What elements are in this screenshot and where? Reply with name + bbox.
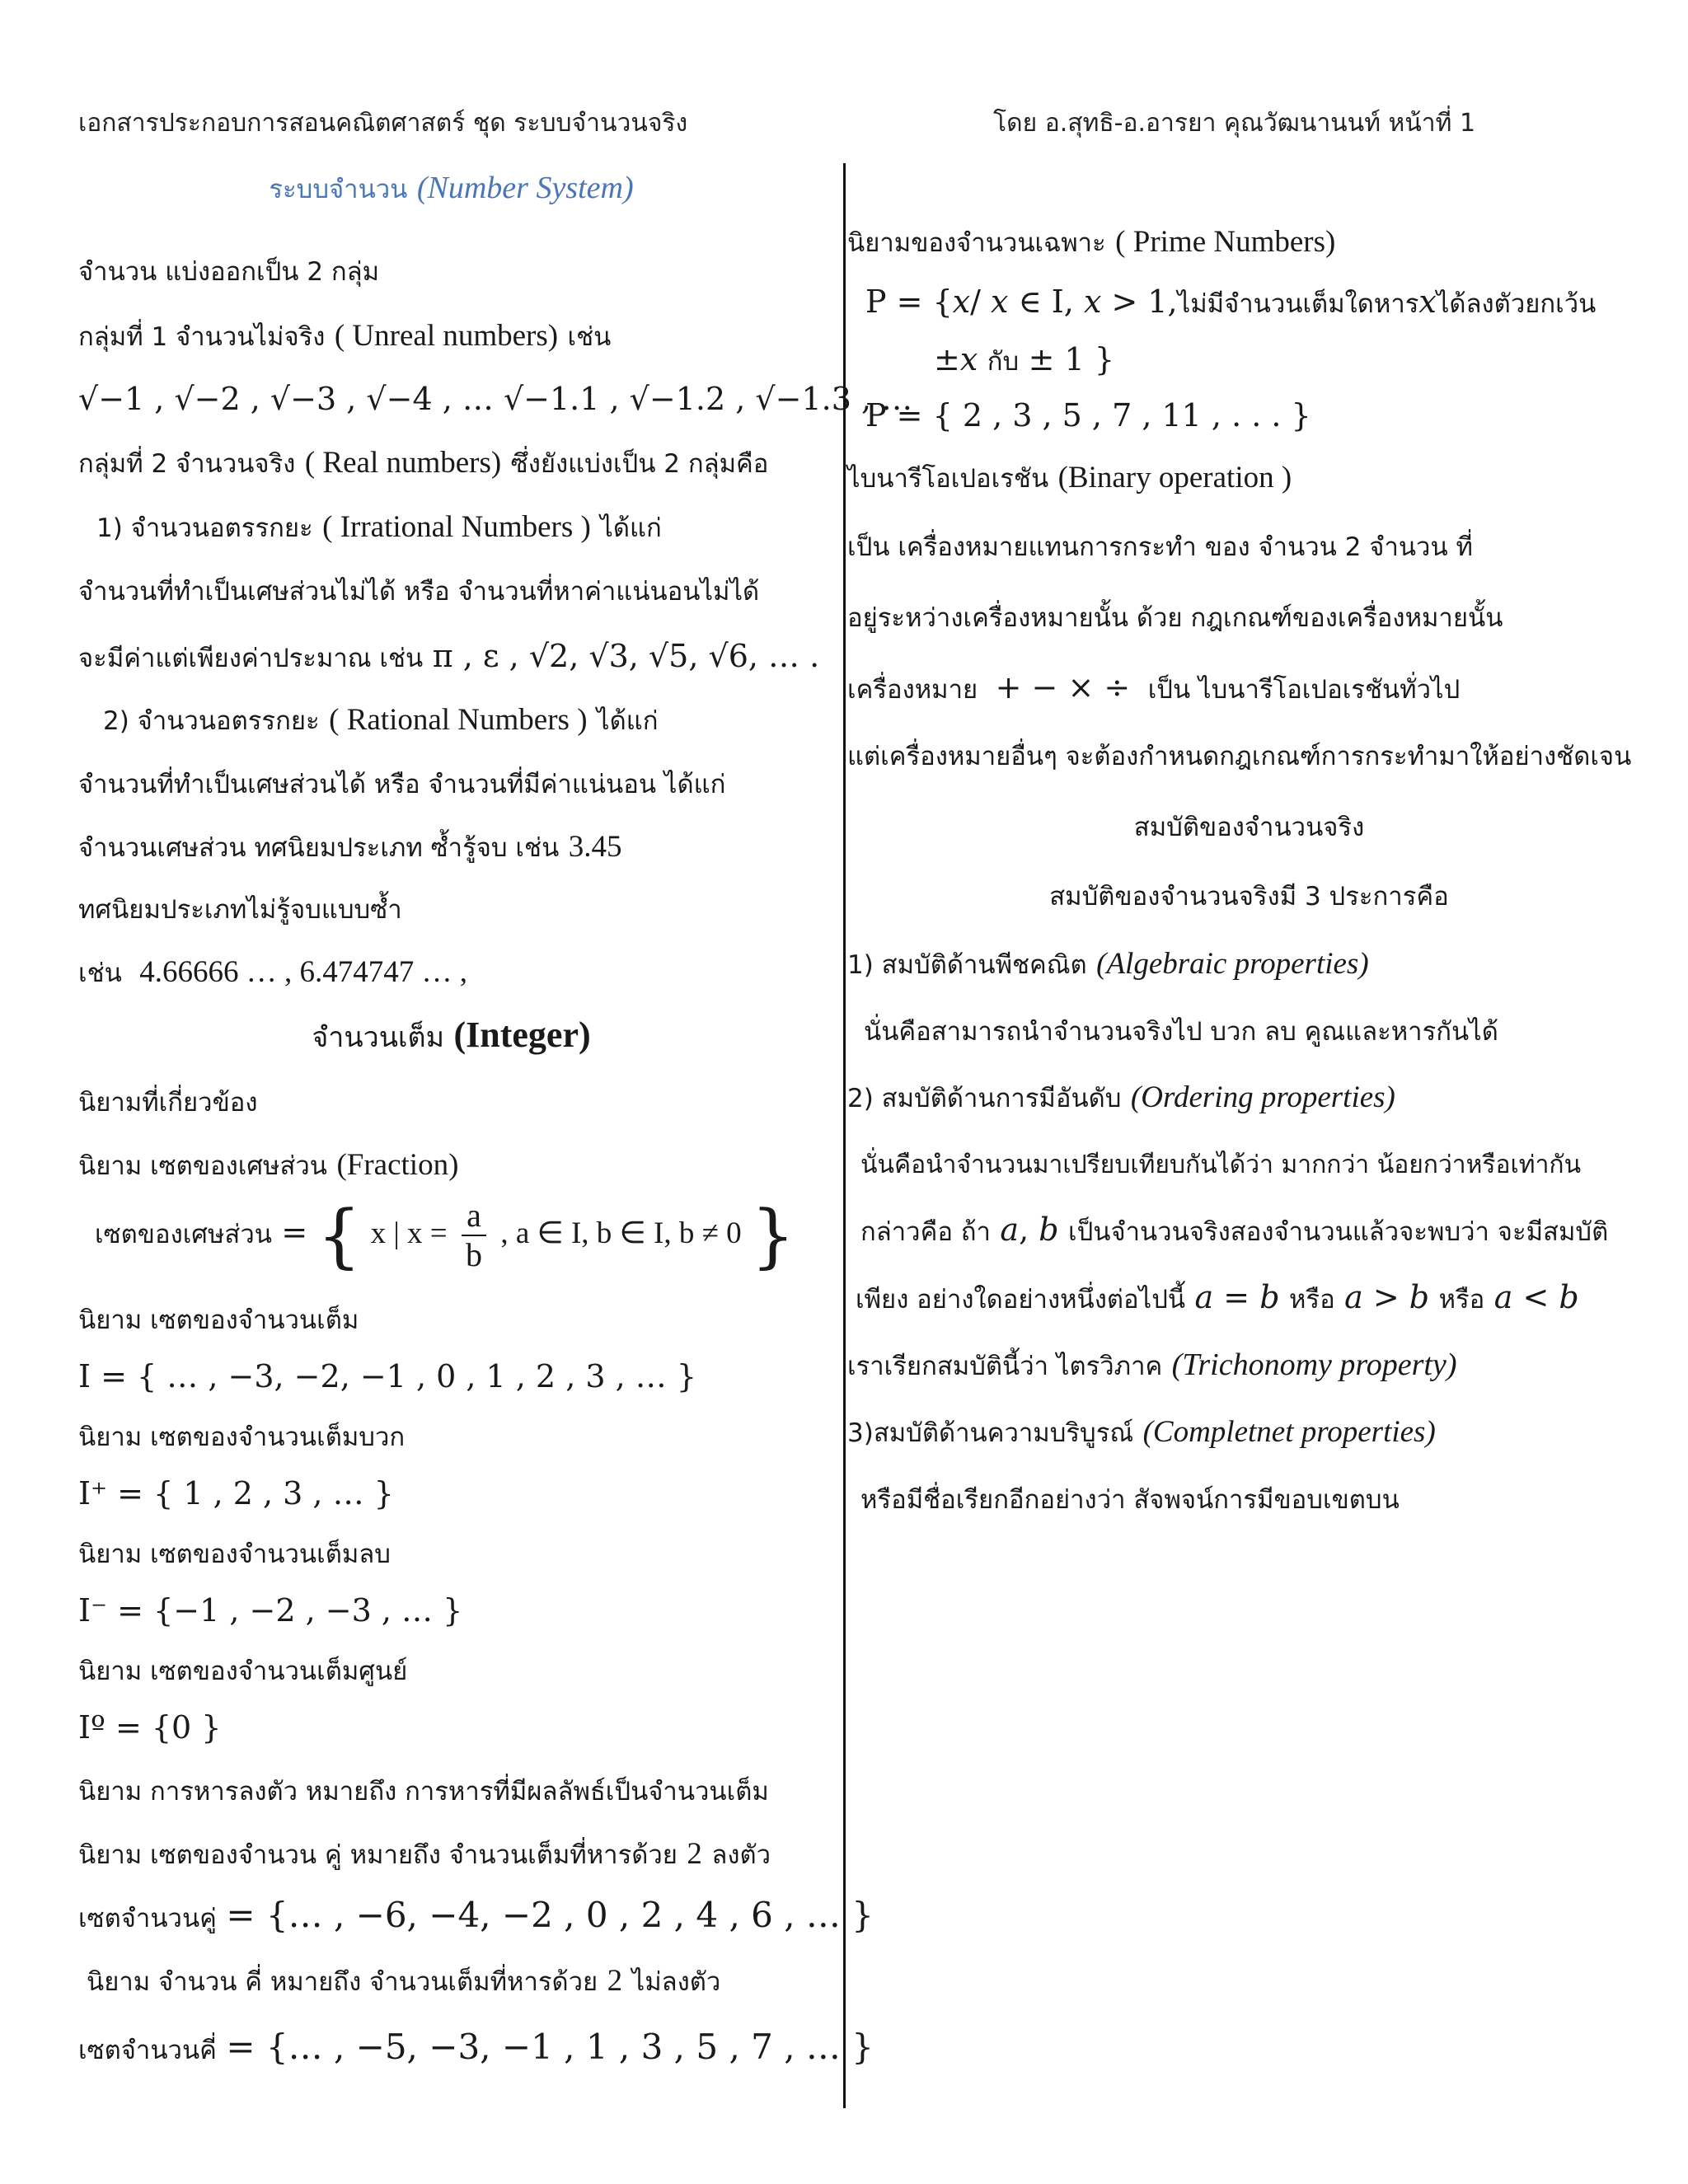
unreal-numbers-line — [78, 318, 611, 355]
even-set — [78, 1897, 874, 1937]
irrational-examples — [78, 638, 819, 677]
fraction-examples — [78, 829, 621, 866]
text: ไม่มีจำนวนเต็มใดหาร — [1177, 289, 1419, 319]
text-en: 3.45 — [568, 830, 622, 864]
trichotomy-setup — [860, 1212, 1608, 1250]
text: นิยามของจำนวนเฉพาะ — [847, 228, 1106, 258]
text: เซตจำนวนคี่ — [78, 2036, 217, 2065]
fraction-definition — [78, 1147, 458, 1184]
text: ไม่ลงตัว — [631, 1967, 721, 1997]
text: กลุ่มที่ 1 จำนวนไม่จริง — [78, 322, 326, 352]
text-line: นิยาม เซตของจำนวนเต็ม — [78, 1305, 359, 1335]
text-en: ( Prime Numbers) — [1115, 225, 1336, 259]
text: ได้แก่ — [600, 513, 662, 543]
irrational-line — [96, 509, 662, 546]
fraction-set-formula — [95, 1187, 795, 1281]
text: เป็นจำนวนจริงสองจำนวนแล้วจะพบว่า จะมีสมบัติ — [1068, 1217, 1609, 1247]
text: กลุ่มที่ 2 จำนวนจริง — [78, 449, 296, 479]
text: ซึ่งยังแบ่งเป็น 2 กลุ่มคือ — [510, 449, 769, 479]
math: ±𝑥 — [934, 341, 978, 377]
text: 1) สมบัติด้านพีชคณิต — [847, 950, 1087, 980]
algebraic-properties — [847, 946, 1369, 983]
text-en: (Algebraic properties) — [1096, 947, 1369, 981]
text-line: นั่นคือสามารถนำจำนวนจริงไป บวก ลบ คูณและหารกันได้ — [864, 1017, 1498, 1047]
text: เช่น — [567, 322, 612, 352]
text-line: นิยาม เซตของจำนวนเต็มศูนย์ — [78, 1657, 408, 1686]
text-en: (Trichonomy property) — [1171, 1347, 1457, 1382]
positive-integer-set: I⁺ = { 1 , 2 , 3 , … } — [78, 1475, 394, 1511]
text: จะมีค่าแต่เพียงค่าประมาณ เช่น — [78, 644, 424, 673]
math: 𝑎 < 𝑏 — [1493, 1279, 1579, 1315]
text: เครื่องหมาย — [847, 675, 978, 705]
left-brace: { — [316, 1195, 362, 1276]
text: ลงตัว — [711, 1840, 771, 1870]
integer-set: I = { … , −3, −2, −1 , 0 , 1 , 2 , 3 , … } — [78, 1358, 697, 1394]
text-line: จำนวนที่ทำเป็นเศษส่วนไม่ได้ หรือ จำนวนที่หาค่าแน่นอนไม่ได้ — [78, 577, 760, 607]
trichotomy-cases — [856, 1279, 1579, 1318]
math: 𝑥 — [1418, 284, 1437, 320]
text: เราเรียกสมบัตินี้ว่า ไตรวิภาค — [847, 1352, 1163, 1381]
text-line: หรือมีชื่อเรียกอีกอย่างว่า สัจพจน์การมีขอบเขตบน — [860, 1485, 1400, 1515]
text-line: นั่นคือนำจำนวนมาเปรียบเทียบกันได้ว่า มากกว่า น้อยกว่าหรือเท่ากัน — [860, 1151, 1582, 1179]
unreal-examples: √−1 , √−2 , √−3 , √−4 , … √−1.1 , √−1.2 , √−1.3 , … — [78, 381, 913, 417]
text: เช่น — [78, 958, 122, 988]
text-line: จำนวนที่ทำเป็นเศษส่วนได้ หรือ จำนวนที่มีค่าแน่นอน ได้แก่ — [78, 770, 726, 799]
title-en: (Number System) — [416, 171, 634, 205]
binary-operation-title — [847, 460, 1292, 497]
text-en: (Binary operation ) — [1057, 461, 1292, 494]
text-line: นิยามที่เกี่ยวข้อง — [78, 1088, 258, 1118]
denominator: b — [465, 1236, 482, 1273]
text: เพียง อย่างใดอย่างหนึ่งต่อไปนี้ — [856, 1285, 1186, 1315]
negative-integer-set: I⁻ = {−1 , −2 , −3 , … } — [78, 1592, 463, 1629]
equals: = — [281, 1214, 308, 1250]
formula-x: x | x = — [370, 1216, 448, 1250]
real-properties-count: สมบัติของจำนวนจริงมี 3 ประการคือ — [1049, 882, 1449, 912]
text-line: ทศนิยมประเภทไม่รู้จบแบบซ้ำ — [78, 895, 402, 925]
text-line: จำนวน แบ่งออกเป็น 2 กลุ่ม — [78, 257, 380, 287]
text: นิยาม เซตของเศษส่วน — [78, 1151, 327, 1181]
text-line: แต่เครื่องหมายอื่นๆ จะต้องกำหนดกฎเกณฑ์การกระทำมาให้อย่างชัดเจน — [847, 742, 1632, 771]
text: กับ — [987, 347, 1020, 377]
text: หรือ — [1438, 1285, 1485, 1315]
real-numbers-line — [78, 445, 768, 482]
odd-definition — [87, 1963, 720, 2000]
prime-set: P = { 2 , 3 , 5 , 7 , 11 , . . . } — [865, 397, 1311, 434]
title-th: จำนวนเต็ม — [312, 1021, 445, 1054]
text: นิยาม จำนวน คี่ หมายถึง จำนวนเต็มที่หารด้วย — [87, 1967, 598, 1997]
right-brace: } — [751, 1195, 795, 1276]
text-en: (Completnet properties) — [1142, 1415, 1436, 1449]
math: = {… , −5, −3, −1 , 1 , 3 , 5 , 7 , … } — [226, 2027, 874, 2067]
text: 1) จำนวนอตรรกยะ — [96, 513, 313, 543]
prime-set-rule — [865, 284, 1596, 322]
text-en: ( Real numbers) — [304, 446, 502, 480]
text-line: เป็น เครื่องหมายแทนการกระทำ ของ จำนวน 2 จำนวน ที่ — [847, 532, 1473, 562]
even-definition — [78, 1836, 771, 1873]
text-en: (Fraction) — [336, 1148, 459, 1182]
title-en: (Integer) — [453, 1015, 591, 1055]
operators-line — [847, 669, 1460, 708]
text: เซตของเศษส่วน — [95, 1220, 272, 1249]
header-right: โดย อ.สุทธิ-อ.อารยา คุณวัฒนานนท์ หน้าที่ 1 — [993, 109, 1476, 138]
numerator: a — [462, 1197, 486, 1236]
text: กล่าวคือ ถ้า — [860, 1217, 991, 1247]
text-en: 2 — [607, 1964, 623, 1998]
text-en: (Ordering properties) — [1130, 1080, 1395, 1114]
text: หรือ — [1288, 1285, 1335, 1315]
text-en: ( Irrational Numbers ) — [322, 510, 591, 544]
real-properties-title: สมบัติของจำนวนจริง — [1133, 813, 1365, 842]
zero-set: Iº = {0 } — [78, 1709, 222, 1746]
odd-set — [78, 2029, 874, 2069]
text: นิยาม เซตของจำนวน คู่ หมายถึง จำนวนเต็มที่หารด้วย — [78, 1840, 678, 1870]
math: ± 1 } — [1028, 341, 1114, 377]
text-en: 2 — [687, 1837, 702, 1871]
title-th: ระบบจำนวน — [269, 175, 408, 204]
math: P = {𝑥/ 𝑥 ∈ I, 𝑥 > 1, — [865, 284, 1178, 320]
header-left: เอกสารประกอบการสอนคณิตศาสตร์ ชุด ระบบจำนวนจริง — [78, 109, 688, 138]
section-title-integer — [78, 1017, 824, 1056]
rational-line — [103, 702, 658, 739]
repeating-decimal-examples — [78, 954, 467, 991]
math: 𝑎 = 𝑏 — [1194, 1279, 1280, 1315]
math: 𝑎, 𝑏 — [1000, 1212, 1059, 1248]
text: ได้แก่ — [596, 706, 659, 736]
text-line: อยู่ระหว่างเครื่องหมายนั้น ด้วย กฎเกณฑ์ของเครื่องหมายนั้น — [847, 603, 1503, 633]
text: ได้ลงตัวยกเว้น — [1436, 289, 1597, 319]
operator-symbols: + − × ÷ — [995, 669, 1131, 705]
math: = {… , −6, −4, −2 , 0 , 2 , 4 , 6 , … } — [226, 1895, 874, 1935]
prime-exception — [934, 341, 1114, 380]
text: 2) จำนวนอตรรกยะ — [103, 706, 320, 736]
text: เซตจำนวนคู่ — [78, 1904, 217, 1933]
text: ไบนารีโอเปอเรชัน — [847, 464, 1049, 494]
prime-definition — [847, 224, 1335, 261]
section-title-number-system — [78, 170, 824, 208]
math: π , ε , √2, √3, √5, √6, … . — [432, 638, 820, 674]
text: 2) สมบัติด้านการมีอันดับ — [847, 1084, 1122, 1113]
math: 𝑎 > 𝑏 — [1344, 1279, 1430, 1315]
ordering-properties — [847, 1080, 1395, 1117]
formula-condition: , a ∈ I, b ∈ I, b ≠ 0 — [500, 1216, 742, 1250]
text-line: นิยาม การหารลงตัว หมายถึง การหารที่มีผลลัพธ์เป็นจำนวนเต็ม — [78, 1777, 769, 1807]
text: จำนวนเศษส่วน ทศนิยมประเภท ซ้ำรู้จบ เช่น — [78, 833, 560, 863]
completeness-properties — [847, 1414, 1436, 1451]
text: 3)สมบัติด้านความบริบูรณ์ — [847, 1418, 1134, 1448]
text-en: 4.66666 … , 6.474747 … , — [139, 955, 468, 989]
text-line: นิยาม เซตของจำนวนเต็มลบ — [78, 1540, 391, 1569]
fraction-a-over-b — [462, 1197, 486, 1274]
column-divider — [843, 163, 846, 2108]
trichotomy-name — [847, 1347, 1457, 1385]
text-en: ( Unreal numbers) — [334, 319, 559, 353]
text: เป็น ไบนารีโอเปอเรชันทั่วไป — [1147, 675, 1461, 705]
text-line: นิยาม เซตของจำนวนเต็มบวก — [78, 1422, 406, 1452]
text-en: ( Rational Numbers ) — [329, 703, 588, 737]
